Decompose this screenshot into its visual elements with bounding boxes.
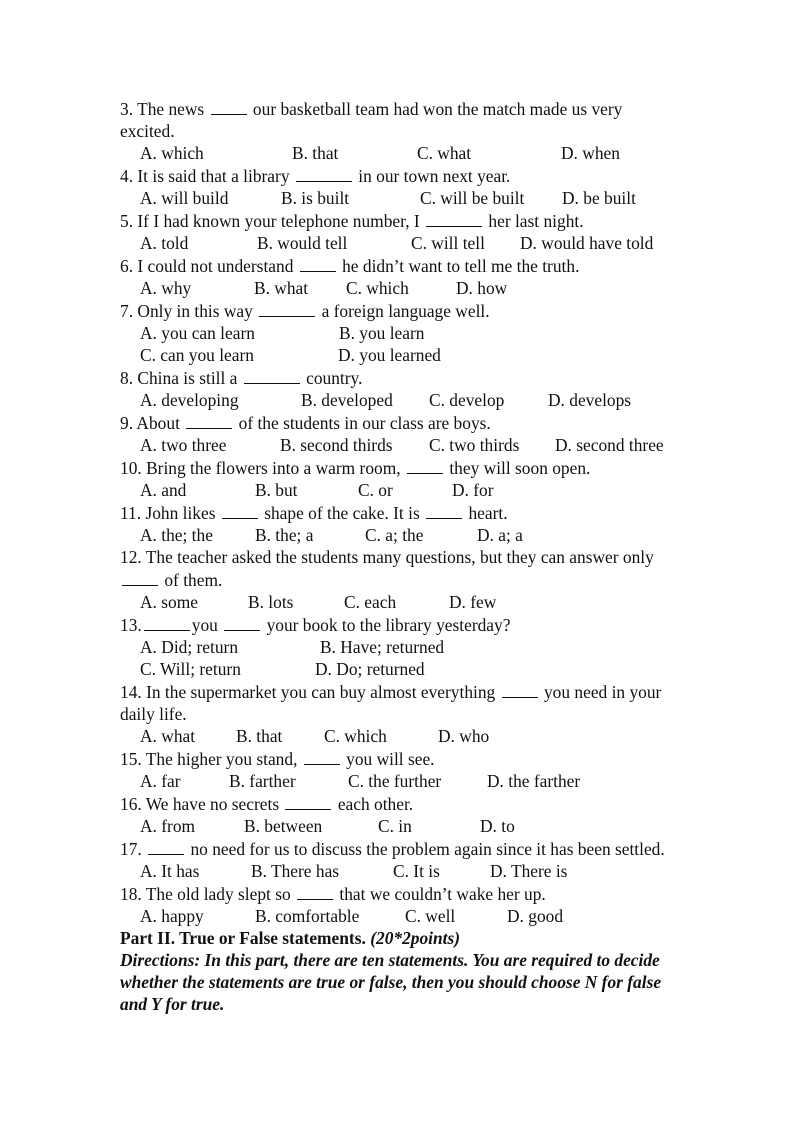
option-c: C. each bbox=[344, 592, 397, 612]
exam-page bbox=[120, 97, 680, 1015]
option-d: D. for bbox=[452, 480, 494, 500]
options-row bbox=[120, 187, 680, 209]
question-text: 15. The higher you stand, bbox=[120, 749, 298, 769]
option-c: C. can you learn bbox=[140, 345, 254, 365]
options-row bbox=[120, 277, 680, 299]
answer-blank bbox=[144, 613, 190, 631]
question-text: shape of the cake. It is bbox=[264, 503, 420, 523]
question-text: our basketball team had won the match made us very excited. bbox=[120, 99, 623, 141]
question-text: 14. In the supermarket you can buy almost everything bbox=[120, 682, 496, 702]
options-row bbox=[120, 770, 680, 792]
option-a: A. the; the bbox=[140, 525, 213, 545]
question-4 bbox=[120, 164, 680, 187]
answer-blank bbox=[426, 501, 462, 519]
option-d: D. when bbox=[561, 143, 620, 163]
option-b: B. that bbox=[236, 726, 283, 746]
option-a: A. some bbox=[140, 592, 198, 612]
question-text: that we couldn’t wake her up. bbox=[339, 884, 546, 904]
question-13 bbox=[120, 613, 680, 636]
question-text: 4. It is said that a library bbox=[120, 166, 290, 186]
options-row bbox=[120, 905, 680, 927]
answer-blank bbox=[211, 97, 247, 115]
answer-blank bbox=[122, 568, 158, 586]
question-text: 18. The old lady slept so bbox=[120, 884, 291, 904]
question-9 bbox=[120, 411, 680, 434]
option-b: B. comfortable bbox=[255, 906, 360, 926]
question-text: you bbox=[191, 615, 218, 635]
options-row bbox=[120, 636, 680, 658]
option-b: B. would tell bbox=[257, 233, 348, 253]
question-text: 11. John likes bbox=[120, 503, 216, 523]
question-text: her last night. bbox=[488, 211, 584, 231]
question-text: country. bbox=[306, 368, 363, 388]
options-row bbox=[120, 815, 680, 837]
question-10 bbox=[120, 456, 680, 479]
option-a: A. from bbox=[140, 816, 196, 836]
question-text: 13. bbox=[120, 615, 142, 635]
option-a: A. far bbox=[140, 771, 181, 791]
answer-blank bbox=[186, 411, 232, 429]
question-text: heart. bbox=[468, 503, 508, 523]
answer-blank bbox=[259, 299, 315, 317]
options-row bbox=[120, 344, 680, 366]
option-a: A. what bbox=[140, 726, 196, 746]
answer-blank bbox=[304, 747, 340, 765]
option-c: C. will tell bbox=[411, 233, 485, 253]
option-b: B. Have; returned bbox=[320, 637, 445, 657]
question-8 bbox=[120, 366, 680, 389]
question-text: 6. I could not understand bbox=[120, 256, 294, 276]
option-b: B. but bbox=[255, 480, 298, 500]
answer-blank bbox=[296, 164, 352, 182]
option-d: D. There is bbox=[490, 861, 568, 881]
answer-blank bbox=[244, 366, 300, 384]
option-a: A. which bbox=[140, 143, 204, 163]
options-row bbox=[120, 389, 680, 411]
answer-blank bbox=[426, 209, 482, 227]
option-b: B. is built bbox=[281, 188, 350, 208]
option-d: D. a; a bbox=[477, 525, 523, 545]
option-c: C. will be built bbox=[420, 188, 525, 208]
option-b: B. between bbox=[244, 816, 323, 836]
option-a: A. and bbox=[140, 480, 187, 500]
question-text: a foreign language well. bbox=[321, 301, 490, 321]
option-d: D. who bbox=[438, 726, 490, 746]
option-d: D. Do; returned bbox=[315, 659, 425, 679]
option-d: D. few bbox=[449, 592, 497, 612]
question-5 bbox=[120, 209, 680, 232]
option-b: B. the; a bbox=[255, 525, 314, 545]
option-c: C. which bbox=[346, 278, 409, 298]
part-2-points: (20*2points) bbox=[370, 928, 461, 948]
option-c: C. a; the bbox=[365, 525, 424, 545]
question-15 bbox=[120, 747, 680, 770]
question-14 bbox=[120, 680, 680, 725]
option-c: C. the further bbox=[348, 771, 442, 791]
options-row bbox=[120, 725, 680, 747]
option-c: C. It is bbox=[393, 861, 440, 881]
option-d: D. be built bbox=[562, 188, 636, 208]
question-text: 16. We have no secrets bbox=[120, 794, 280, 814]
question-text: they will soon open. bbox=[449, 458, 591, 478]
answer-blank bbox=[224, 613, 260, 631]
option-c: C. Will; return bbox=[140, 659, 241, 679]
question-text: in our town next year. bbox=[358, 166, 511, 186]
option-a: A. two three bbox=[140, 435, 227, 455]
option-c: C. what bbox=[417, 143, 472, 163]
answer-blank bbox=[407, 456, 443, 474]
option-d: D. the farther bbox=[487, 771, 581, 791]
question-text: 5. If I had known your telephone number, I bbox=[120, 211, 420, 231]
part-2-title: Part II. True or False statements. bbox=[120, 928, 366, 948]
option-c: C. develop bbox=[429, 390, 505, 410]
option-c: C. or bbox=[358, 480, 393, 500]
answer-blank bbox=[222, 501, 258, 519]
question-text: 8. China is still a bbox=[120, 368, 238, 388]
option-b: B. There has bbox=[251, 861, 340, 881]
options-row bbox=[120, 860, 680, 882]
question-text: you need in your daily life. bbox=[120, 682, 662, 724]
question-text: no need for us to discuss the problem again since it has been settled. bbox=[190, 839, 665, 859]
option-c: C. two thirds bbox=[429, 435, 520, 455]
question-16 bbox=[120, 792, 680, 815]
option-a: A. Did; return bbox=[140, 637, 239, 657]
question-text: 9. About bbox=[120, 413, 180, 433]
option-a: A. told bbox=[140, 233, 189, 253]
option-c: C. which bbox=[324, 726, 387, 746]
option-b: B. you learn bbox=[339, 323, 425, 343]
question-7 bbox=[120, 299, 680, 322]
option-d: D. develops bbox=[548, 390, 632, 410]
option-a: A. happy bbox=[140, 906, 204, 926]
option-b: B. that bbox=[292, 143, 339, 163]
option-b: B. second thirds bbox=[280, 435, 393, 455]
question-3 bbox=[120, 97, 680, 142]
option-a: A. you can learn bbox=[140, 323, 255, 343]
option-d: D. to bbox=[480, 816, 515, 836]
question-text: 12. The teacher asked the students many questions, but they can answer only bbox=[120, 547, 654, 567]
option-b: B. farther bbox=[229, 771, 296, 791]
question-18 bbox=[120, 882, 680, 905]
option-c: C. well bbox=[405, 906, 456, 926]
question-text: your book to the library yesterday? bbox=[266, 615, 511, 635]
option-a: A. will build bbox=[140, 188, 229, 208]
options-row bbox=[120, 322, 680, 344]
options-row bbox=[120, 658, 680, 680]
question-11 bbox=[120, 501, 680, 524]
question-text: 17. bbox=[120, 839, 142, 859]
option-d: D. second three bbox=[555, 435, 664, 455]
question-text: 7. Only in this way bbox=[120, 301, 253, 321]
answer-blank bbox=[297, 882, 333, 900]
option-d: D. you learned bbox=[338, 345, 441, 365]
option-a: A. developing bbox=[140, 390, 239, 410]
options-row bbox=[120, 142, 680, 164]
option-d: D. good bbox=[507, 906, 564, 926]
question-text: of them. bbox=[164, 570, 223, 590]
answer-blank bbox=[300, 254, 336, 272]
question-text: he didn’t want to tell me the truth. bbox=[342, 256, 580, 276]
option-d: D. how bbox=[456, 278, 508, 298]
options-row bbox=[120, 232, 680, 254]
answer-blank bbox=[285, 792, 331, 810]
question-6 bbox=[120, 254, 680, 277]
option-a: A. It has bbox=[140, 861, 200, 881]
part-2-heading bbox=[120, 927, 680, 949]
answer-blank bbox=[148, 837, 184, 855]
option-a: A. why bbox=[140, 278, 192, 298]
question-text: of the students in our class are boys. bbox=[238, 413, 491, 433]
option-d: D. would have told bbox=[520, 233, 654, 253]
answer-blank bbox=[502, 680, 538, 698]
question-text: 3. The news bbox=[120, 99, 205, 119]
question-17 bbox=[120, 837, 680, 860]
options-row bbox=[120, 524, 680, 546]
question-text: 10. Bring the flowers into a warm room, bbox=[120, 458, 401, 478]
option-b: B. lots bbox=[248, 592, 294, 612]
option-c: C. in bbox=[378, 816, 412, 836]
options-row bbox=[120, 591, 680, 613]
options-row bbox=[120, 434, 680, 456]
question-text: you will see. bbox=[346, 749, 435, 769]
option-b: B. developed bbox=[301, 390, 393, 410]
options-row bbox=[120, 479, 680, 501]
question-text: each other. bbox=[337, 794, 414, 814]
option-b: B. what bbox=[254, 278, 309, 298]
part-2-directions: Directions: In this part, there are ten statements. You are required to decide whether the statements are true or false, then you should choose N for false and Y for true. bbox=[120, 950, 662, 1014]
question-12 bbox=[120, 546, 680, 591]
